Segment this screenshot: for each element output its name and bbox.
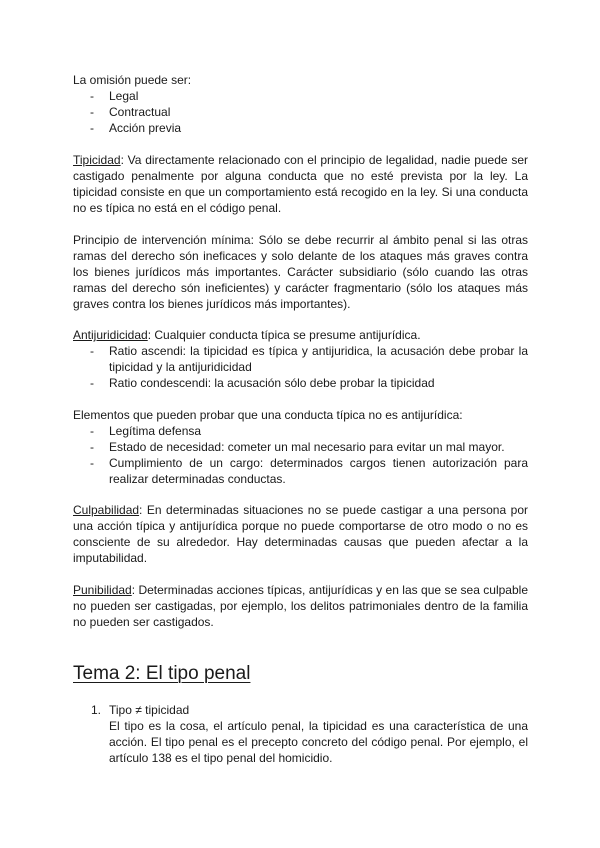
antijuridicidad-text: : Cualquier conducta típica se presume antijurídica. — [147, 328, 421, 342]
section-heading: Tema 2: El tipo penal — [73, 663, 251, 684]
list-item: - Ratio ascendi: la tipicidad es típica y antijuridica, la acusación debe probar la tipicidad y la antijuridicidad — [73, 343, 528, 375]
list-item: - Legítima defensa — [73, 423, 528, 439]
list-item: - Estado de necesidad: cometer un mal necesario para evitar un mal mayor. — [73, 439, 528, 455]
tema2-list-block — [73, 702, 528, 766]
tipicidad-text: : Va directamente relacionado con el principio de legalidad, nadie puede ser castigado penalmente por alguna conducta que no esté prevista por la ley. La tipicidad consiste en que un comportamiento está recogido en la ley. Si una conducta no es típica no está en el código penal. — [73, 153, 528, 215]
intervencion-section — [73, 232, 528, 312]
numbered-item — [73, 702, 528, 766]
tipicidad-term: Tipicidad — [73, 153, 121, 167]
tipicidad-paragraph — [73, 152, 528, 216]
list-item: - Ratio condescendi: la acusación sólo debe probar la tipicidad — [73, 375, 528, 391]
antijuridicidad-term: Antijuridicidad — [73, 328, 148, 342]
item-title: Tipo ≠ tipicidad — [109, 703, 190, 717]
item-number: 1. — [91, 703, 102, 717]
intervencion-paragraph: Principio de intervención mínima: Sólo se debe recurrir al ámbito penal si las otras ramas del derecho són ineficaces y solo delante de los ataques más graves contra los bienes jurídicos más importantes. Carácter subsidiario (sólo cuando las otras ramas del derecho són ineficientes) y carácter fragmentario (sólo los ataques más graves contra los bienes jurídicos más importantes). — [73, 233, 528, 311]
list-item: - Acción previa — [73, 120, 528, 136]
list-item: - Cumplimiento de un cargo: determinados cargos tienen autorización para realizar determinadas conductas. — [73, 455, 528, 487]
list-item: - Legal — [73, 88, 528, 104]
punibilidad-text: : Determinadas acciones típicas, antijurídicas y en las que se sea culpable no pueden ser castigadas, por ejemplo, los delitos patrimoniales dentro de la familia no pueden ser castigados. — [73, 583, 528, 629]
culpabilidad-paragraph — [73, 502, 528, 566]
antijuridicidad-list — [73, 343, 528, 391]
tema2-section — [73, 662, 528, 686]
antijuridicidad-paragraph — [73, 327, 528, 343]
culpabilidad-term: Culpabilidad — [73, 503, 140, 517]
omision-section — [73, 72, 528, 136]
elementos-section — [73, 407, 528, 487]
punibilidad-section — [73, 582, 528, 630]
tema2-list — [73, 702, 528, 766]
omision-intro: La omisión puede ser: — [73, 73, 192, 87]
tipicidad-section — [73, 152, 528, 216]
elementos-list — [73, 423, 528, 487]
punibilidad-paragraph — [73, 582, 528, 630]
antijuridicidad-section — [73, 327, 528, 391]
culpabilidad-text: : En determinadas situaciones no se puede castigar a una persona por una acción típica y antijurídica porque no puede comportarse de otro modo o no es consciente de su alrededor. Hay determinadas causas que pueden afectar a la imputabilidad. — [73, 503, 528, 565]
culpabilidad-section — [73, 502, 528, 566]
item-body: El tipo es la cosa, el artículo penal, la tipicidad es una característica de una acción. El tipo penal es el precepto concreto del código penal. Por ejemplo, el artículo 138 es el tipo penal del homicidio. — [109, 719, 528, 765]
list-item: - Contractual — [73, 104, 528, 120]
punibilidad-term: Punibilidad — [73, 583, 132, 597]
elementos-intro: Elementos que pueden probar que una conducta típica no es antijurídica: — [73, 408, 463, 422]
omision-list — [73, 88, 528, 136]
